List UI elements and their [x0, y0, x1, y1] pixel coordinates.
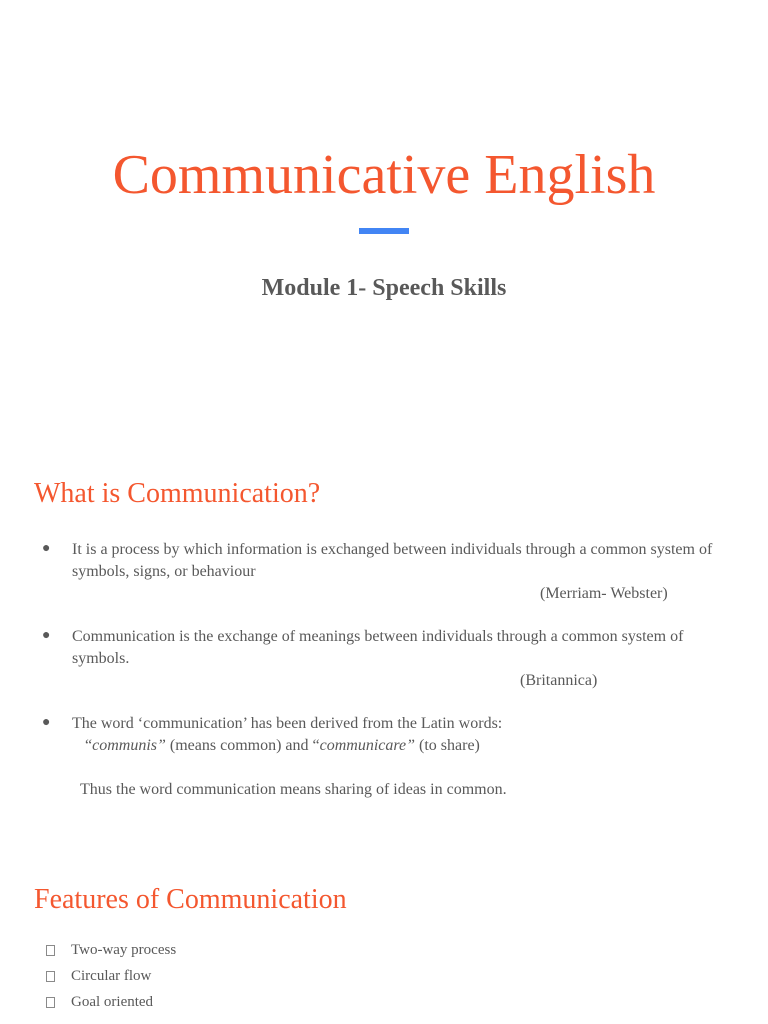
feature-label: Goal oriented: [71, 994, 154, 1010]
checkbox-icon: [46, 945, 55, 956]
feature-label: Two-way process: [71, 942, 177, 958]
latin-words-line: [85, 735, 480, 757]
latin-word-communicare: communicare”: [319, 737, 416, 754]
bullet-dot-icon: ●: [42, 715, 51, 730]
main-title: Communicative English: [112, 144, 656, 206]
source-britannica: (Britannica): [520, 672, 598, 689]
definition-britannica: Communication is the exchange of meanings between individuals through a common system of symbols.: [72, 628, 684, 667]
bullet-dot-icon: ●: [42, 628, 51, 643]
checkbox-icon: [46, 971, 55, 982]
quote-mark: “: [85, 737, 93, 754]
section-heading-features: Features of Communication: [34, 884, 347, 915]
latin-word-communis: communis”: [92, 737, 166, 754]
feature-item: [46, 939, 176, 961]
source-merriam-webster: (Merriam- Webster): [540, 585, 668, 602]
latin-meaning-1: (means common) and: [165, 737, 313, 754]
quote-mark: “: [312, 737, 320, 754]
bullet-dot-icon: ●: [42, 541, 51, 556]
feature-label: Circular flow: [71, 968, 152, 984]
definition-merriam-webster: It is a process by which information is exchanged between individuals through a common system of symbols, signs, or behaviour: [72, 541, 713, 580]
conclusion-text: Thus the word communication means sharing of ideas in common.: [80, 781, 507, 798]
feature-item: [46, 965, 151, 987]
title-underline: [359, 228, 409, 234]
checkbox-icon: [46, 997, 55, 1008]
etymology-intro: The word ‘communication’ has been derived from the Latin words:: [72, 715, 503, 732]
latin-meaning-2: (to share): [415, 737, 480, 754]
title-slide: [0, 0, 768, 440]
subtitle: Module 1- Speech Skills: [261, 275, 507, 301]
feature-item: [46, 991, 153, 1013]
section-heading-what-is-communication: What is Communication?: [34, 478, 321, 509]
